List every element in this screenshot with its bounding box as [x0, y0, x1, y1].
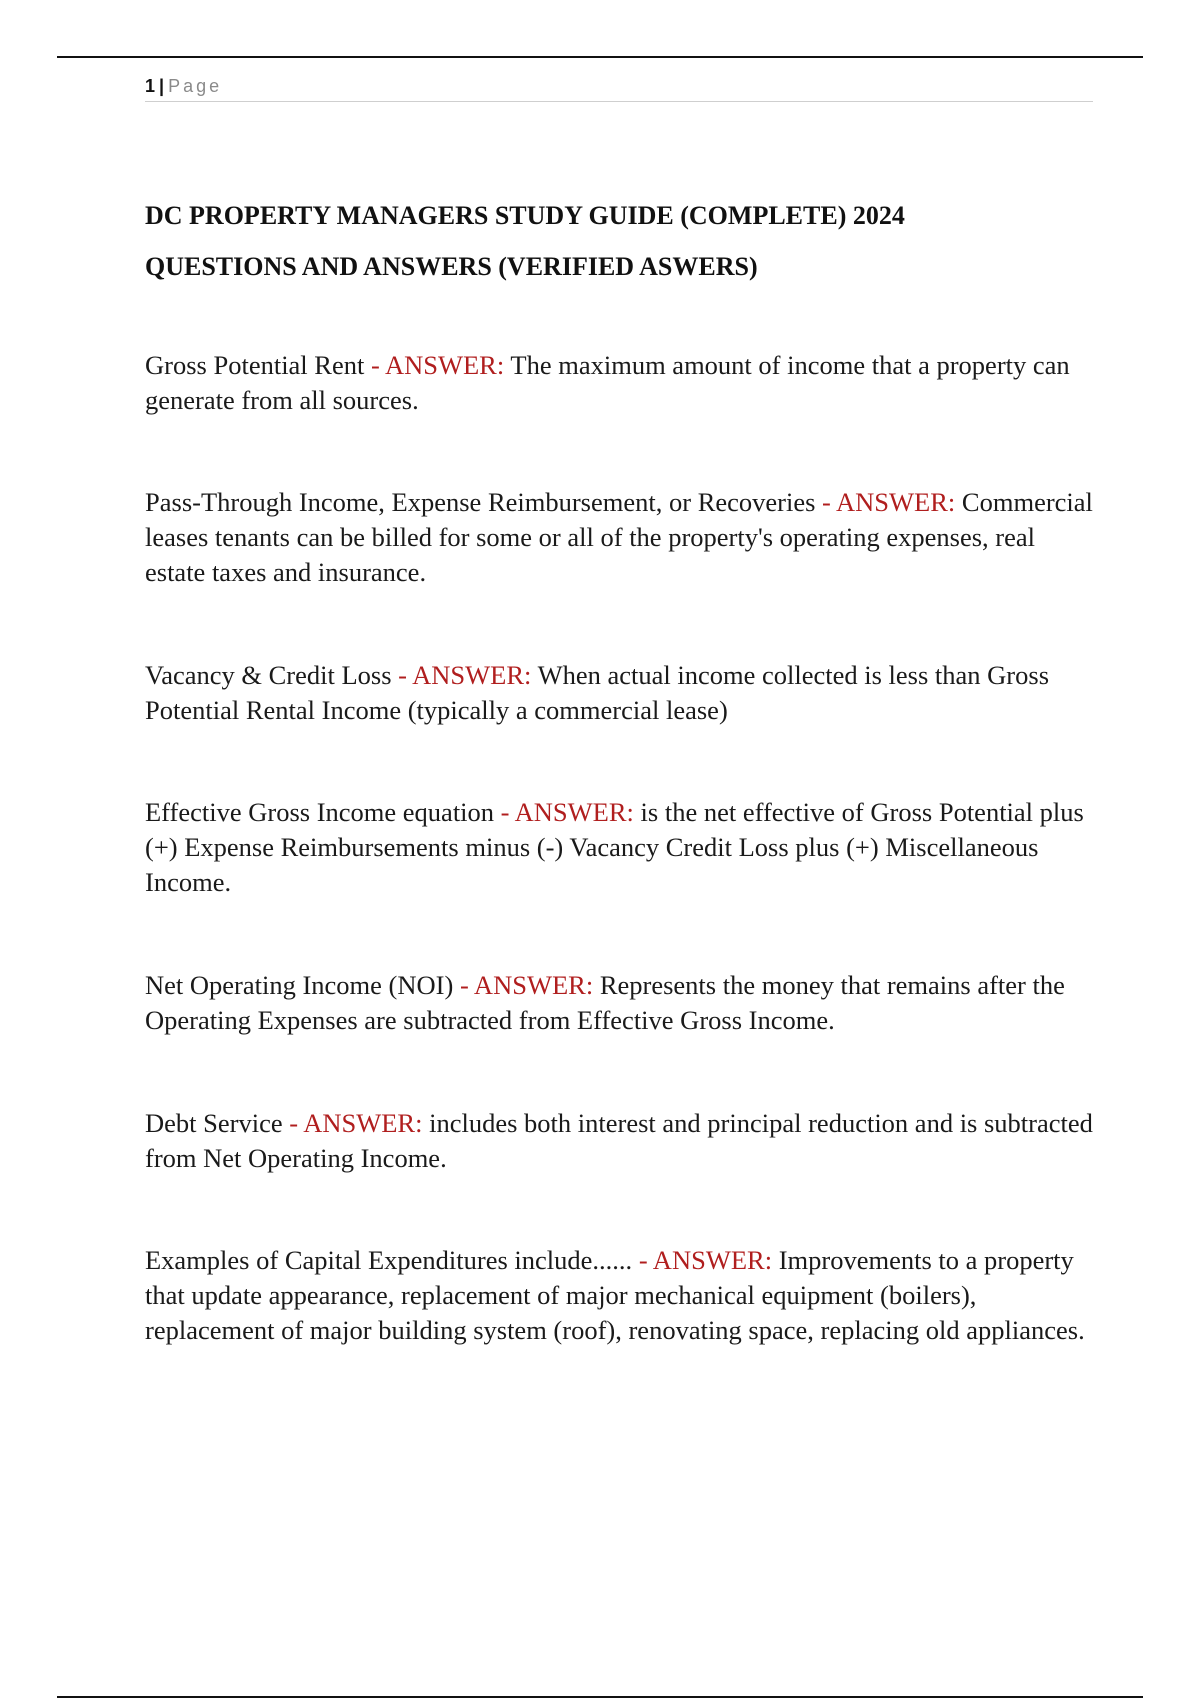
qa-answer: includes both interest and principal reduction and is subtracted from Net Operating Income.: [145, 1108, 1093, 1173]
qa-term: Examples of Capital Expenditures include......: [145, 1245, 633, 1275]
document-title: [145, 190, 1085, 292]
bottom-rule: [57, 1696, 1143, 1698]
qa-answer: Represents the money that remains after the Operating Expenses are subtracted from Effective Gross Income.: [145, 970, 1065, 1035]
title-line-1: DC PROPERTY MANAGERS STUDY GUIDE (COMPLETE) 2024: [145, 201, 905, 230]
page-separator: |: [159, 76, 165, 96]
qa-term: Effective Gross Income equation: [145, 797, 495, 827]
qa-item: [145, 348, 1095, 418]
qa-term: Net Operating Income (NOI): [145, 970, 454, 1000]
qa-item: [145, 485, 1095, 590]
qa-term: Pass-Through Income, Expense Reimbursement, or Recoveries: [145, 487, 816, 517]
answer-marker: - ANSWER:: [638, 1245, 773, 1275]
answer-marker: - ANSWER:: [500, 797, 634, 827]
qa-item: [145, 968, 1095, 1038]
title-line-2: QUESTIONS AND ANSWERS (VERIFIED ASWERS): [145, 252, 758, 281]
qa-answer: Improvements to a property that update appearance, replacement of major mechanical equipment (boilers), replacement of major building system (roof), renovating space, replacing old appliances.: [145, 1245, 1085, 1345]
qa-term: Vacancy & Credit Loss: [145, 660, 392, 690]
qa-answer: The maximum amount of income that a property can generate from all sources.: [145, 350, 1070, 415]
top-rule: [57, 56, 1143, 58]
answer-marker: - ANSWER:: [370, 350, 505, 380]
answer-marker: - ANSWER:: [398, 660, 532, 690]
qa-term: Debt Service: [145, 1108, 283, 1138]
qa-item: [145, 1243, 1095, 1348]
qa-item: [145, 658, 1095, 728]
page-header: [145, 74, 1093, 102]
qa-answer: Commercial leases tenants can be billed for some or all of the property's operating expenses, real estate taxes and insurance.: [145, 487, 1093, 587]
qa-item: [145, 795, 1095, 900]
answer-marker: - ANSWER:: [822, 487, 956, 517]
page-label: Page: [168, 76, 223, 96]
page-number: 1: [145, 76, 156, 96]
answer-marker: - ANSWER:: [459, 970, 594, 1000]
qa-answer: is the net effective of Gross Potential plus (+) Expense Reimbursements minus (-) Vacancy Credit Loss plus (+) Miscellaneous Income.: [145, 797, 1084, 897]
qa-item: [145, 1106, 1095, 1176]
qa-term: Gross Potential Rent: [145, 350, 365, 380]
qa-answer: When actual income collected is less than Gross Potential Rental Income (typically a commercial lease): [145, 660, 1050, 725]
answer-marker: - ANSWER:: [289, 1108, 423, 1138]
